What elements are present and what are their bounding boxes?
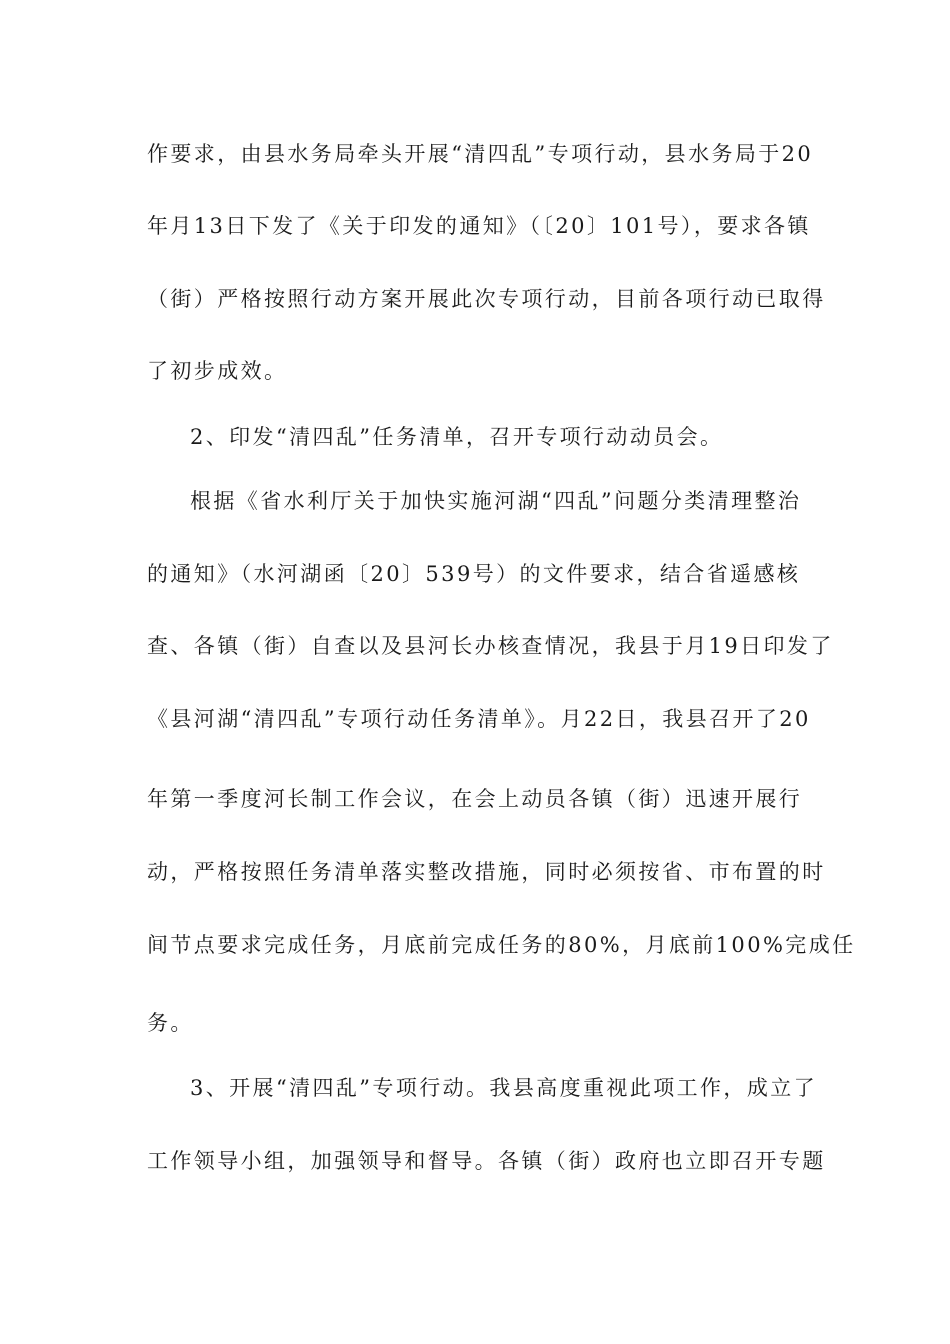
text-line: 的通知》（水河湖函〔20〕539号）的文件要求，结合省遥感核 — [147, 562, 801, 586]
text-line: 《县河湖“清四乱”专项行动任务清单》。月22日，我县召开了20 — [147, 707, 811, 731]
text-line: 作要求，由县水务局牵头开展“清四乱”专项行动，县水务局于20 — [147, 142, 814, 166]
text-line: 年第一季度河长制工作会议，在会上动员各镇（街）迅速开展行 — [147, 787, 803, 811]
section-heading-3: 3、开展“清四乱”专项行动。我县高度重视此项工作，成立了 — [190, 1076, 818, 1100]
text-line: 工作领导小组，加强领导和督导。各镇（街）政府也立即召开专题 — [147, 1149, 826, 1173]
text-line: 务。 — [147, 1011, 194, 1035]
text-line: 年月13日下发了《关于印发的通知》（〔20〕101号），要求各镇 — [147, 214, 811, 238]
text-line: 了初步成效。 — [147, 359, 288, 383]
text-line: （街）严格按照行动方案开展此次专项行动，目前各项行动已取得 — [147, 287, 826, 311]
text-line: 根据《省水利厅关于加快实施河湖“四乱”问题分类清理整治 — [190, 489, 802, 513]
text-line: 查、各镇（街）自查以及县河长办核查情况，我县于月19日印发了 — [147, 634, 834, 658]
text-line: 间节点要求完成任务，月底前完成任务的80%，月底前100%完成任 — [147, 933, 856, 957]
section-heading-2: 2、印发“清四乱”任务清单，召开专项行动动员会。 — [190, 425, 724, 449]
text-line: 动，严格按照任务清单落实整改措施，同时必须按省、市布置的时 — [147, 860, 826, 884]
